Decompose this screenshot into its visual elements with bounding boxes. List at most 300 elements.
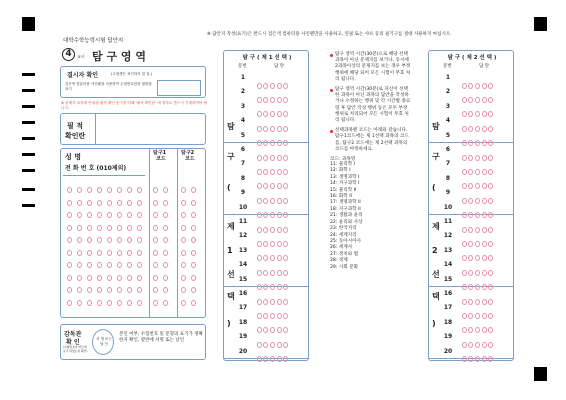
timing-mark [22,121,35,124]
phone-digit-bubble[interactable] [67,300,72,306]
section2-question-number: 17 [443,304,453,312]
phone-digit-bubble[interactable] [87,250,92,256]
section1-question-number: 15 [238,275,248,283]
supervisor-box [60,324,206,360]
supervisor-label-1: 감독관 [64,331,82,338]
section1-answer-row [224,244,308,258]
handwriting-label-1: 필 적 [67,122,83,130]
tamgu1-code-bubble[interactable] [153,262,158,268]
phone-digit-bubble[interactable] [117,200,122,206]
code-item: 24: 세계지리 [330,232,357,238]
section2-side-char: 탐 [432,122,440,131]
section1-question-number: 16 [238,290,248,297]
section1-answer-row [224,258,308,272]
supervisor-sign-cell[interactable] [92,329,114,355]
phone-digit-bubble[interactable] [97,200,102,206]
tamgu2-code-bubble[interactable] [181,187,186,193]
phone-digit-bubble[interactable] [77,275,82,281]
tamgu1-code-bubble[interactable] [163,262,168,268]
section2-question-number: 5 [445,131,451,139]
tamgu2-code-bubble[interactable] [181,287,186,293]
section2-question-number: 16 [443,290,453,297]
phone-digit-bubble[interactable] [137,287,142,293]
tamgu1-code-bubble[interactable] [163,300,168,306]
section2-answer-row [429,172,513,186]
phone-digit-bubble[interactable] [77,187,82,193]
timing-mark [22,204,35,207]
section1-title: 탐 구 ( 제 1 선 택 ) [242,55,292,61]
tamgu1-code-bubble[interactable] [153,250,158,256]
tamgu1-code-label-2: 코드 [156,156,166,162]
section2-answer-row [429,114,513,128]
phone-digit-bubble[interactable] [117,187,122,193]
section2-answer-row [429,229,513,243]
section1-answer-row [224,345,308,359]
phone-digit-bubble[interactable] [87,187,92,193]
code-item: 17: 생명과학 II [330,200,361,206]
tamgu1-code-label-1: 탐구1 [153,150,167,156]
section1-answer-row [224,85,308,99]
supervisor-label-2: 확 인 [66,339,80,346]
section1-question-number: 8 [240,174,246,182]
phone-digit-bubble[interactable] [67,275,72,281]
tamgu1-code-bubble[interactable] [163,275,168,281]
phone-digit-bubble[interactable] [67,237,72,243]
instruction-bullet [330,130,333,133]
instruction-item: 탐구 영역 시간(30분)로 자신이 선택한 과목이 아닌 과목의 답안을 작성하거나 수정하는 행위 및 각 시간별 종료령 후 답안 작성 행위 등은 모두 부정 행위로 처리되어 모든 시험이 무효 처리 됩니다. [330,87,412,124]
phone-digit-bubble[interactable] [67,212,72,218]
tamgu1-code-bubble[interactable] [153,200,158,206]
supervisor-bottom-text: 본인 여부, 수험번호 및 문형의 표기가 정확한지 확인, 옆란에 서명 또는 날인 [119,332,203,343]
section1-question-number: 10 [238,203,248,211]
name-label: 성 명 [65,153,81,161]
section2-answer-row [429,244,513,258]
section2-answer-bubble[interactable] [475,356,480,362]
section2-question-number: 13 [443,246,453,254]
section2-question-number: 14 [443,261,453,269]
section2-answer-row [429,186,513,200]
section2-answer-row [429,287,513,301]
corner-mark-top-right [534,17,547,31]
phone-digit-bubble[interactable] [87,225,92,231]
section1-col-num: 문번 [238,64,247,69]
section1-question-number: 12 [238,232,248,240]
instruction-bullet [330,54,333,57]
phone-digit-bubble[interactable] [87,262,92,268]
section2-question-number: 7 [445,160,451,168]
phone-digit-bubble[interactable] [107,275,112,281]
section1-side-char: 택 [227,292,235,301]
section2-side-char: ) [432,319,436,328]
section1-side-char: 제 [227,222,235,231]
tamgu2-code-bubble[interactable] [191,250,196,256]
section2-answer-row [429,71,513,85]
code-item: 25: 동아시아사 [330,238,362,244]
tamgu2-code-bubble[interactable] [191,212,196,218]
section1-question-number: 2 [240,88,246,96]
section1-answer-row [224,186,308,200]
phone-label: 전 화 번 호 (010제외) [65,165,127,172]
phone-digit-bubble[interactable] [107,225,112,231]
tamgu2-code-bubble[interactable] [181,275,186,281]
section2-question-number: 19 [443,333,453,341]
section1-col-ans: 답 란 [274,64,285,69]
instruction-item: 선택과목별 코드는 아래와 같습니다. 탐구1코드에는 제 1선택 과목의 코드를, 탐구2 코드에는 제 2선택 과목의 코드를 마킹하세요. [330,128,412,153]
phone-digit-bubble[interactable] [127,262,132,268]
section2-answer-bubble[interactable] [482,356,487,362]
section1-side-char: ) [227,319,231,328]
section2-question-number: 15 [443,275,453,283]
section1-question-number: 11 [238,218,248,225]
section1-question-number: 9 [240,189,246,197]
tamgu1-code-bubble[interactable] [163,287,168,293]
section2-question-number: 6 [445,146,451,153]
timing-mark [22,153,35,156]
tamgu1-code-bubble[interactable] [153,287,158,293]
tamgu2-code-bubble[interactable] [191,275,196,281]
section1-side-char: ( [227,183,231,192]
section1-answer-row [224,71,308,85]
phone-digit-bubble[interactable] [107,300,112,306]
tamgu2-code-label-1: 탐구2 [181,150,195,156]
phone-digit-bubble[interactable] [107,212,112,218]
section2-side-char: 선 [432,270,440,279]
code-item: 29: 사회 문화 [330,264,359,270]
student-info-box [60,148,206,318]
timing-mark [22,169,35,172]
phone-digit-bubble[interactable] [137,212,142,218]
phone-digit-bubble[interactable] [117,225,122,231]
tamgu1-code-bubble[interactable] [153,237,158,243]
section2-question-number: 20 [443,347,453,355]
code-item: 14: 지구과학 I [330,181,360,187]
phone-digit-bubble[interactable] [127,250,132,256]
section1-question-number: 7 [240,160,246,168]
phone-digit-bubble[interactable] [137,200,142,206]
phone-digit-bubble[interactable] [117,262,122,268]
tamgu1-code-bubble[interactable] [163,200,168,206]
section2-title: 탐 구 ( 제 2 선 택 ) [447,55,497,61]
section2-answer-bubble[interactable] [462,356,467,362]
section2-side-char: 제 [432,222,440,231]
phone-digit-bubble[interactable] [97,187,102,193]
section1-bubble-group [256,349,289,368]
phone-digit-bubble[interactable] [117,275,122,281]
section1-question-number: 18 [238,318,248,326]
section1-question-number: 1 [240,74,246,81]
section1-side-char: 1 [227,246,233,255]
section2-side-char: 구 [432,152,440,161]
section1-answer-row [224,287,308,301]
section1-answer-bubble[interactable] [283,356,288,362]
section2-question-number: 18 [443,318,453,326]
phone-digit-bubble[interactable] [67,187,72,193]
code-item: 18: 지구과학 II [330,206,361,212]
tamgu2-code-bubble[interactable] [191,225,196,231]
section2-question-number: 12 [443,232,453,240]
section2-side-char: 2 [432,246,438,255]
phone-digit-bubble[interactable] [127,275,132,281]
phone-digit-bubble[interactable] [107,237,112,243]
tamgu1-code-bubble[interactable] [153,187,158,193]
section2-answer-row [429,316,513,330]
tamgu1-code-bubble[interactable] [163,225,168,231]
phone-digit-bubble[interactable] [127,287,132,293]
code-item: 22: 윤리와 사상 [330,219,363,225]
phone-digit-bubble[interactable] [67,250,72,256]
section2-box [428,50,514,361]
section2-answer-row [429,215,513,229]
section1-question-number: 17 [238,304,248,312]
timing-mark [22,73,35,76]
phone-digit-bubble[interactable] [87,212,92,218]
section2-answer-row [429,345,513,359]
tamgu1-code-bubble[interactable] [163,250,168,256]
section1-answer-row [224,172,308,186]
period-number: 4 [65,49,72,59]
sign-label: 서 명 또는 날 인 [96,337,112,346]
phone-digit-bubble[interactable] [67,200,72,206]
phone-digit-bubble[interactable] [77,262,82,268]
section1-question-number: 4 [240,117,246,125]
phone-digit-bubble[interactable] [107,200,112,206]
tamgu2-code-bubble[interactable] [181,225,186,231]
section2-answer-row [429,258,513,272]
section1-side-char: 선 [227,270,235,279]
tamgu1-code-bubble[interactable] [153,212,158,218]
section2-question-number: 9 [445,189,451,197]
phone-digit-bubble[interactable] [87,237,92,243]
code-item: 12: 화학 I [330,168,351,174]
tamgu2-code-bubble[interactable] [191,262,196,268]
phone-digit-bubble[interactable] [97,300,102,306]
section2-question-number: 8 [445,174,451,182]
tamgu2-code-bubble[interactable] [181,250,186,256]
phone-digit-bubble[interactable] [87,300,92,306]
section1-box [223,50,309,361]
tamgu2-code-bubble[interactable] [191,237,196,243]
tamgu1-code-bubble[interactable] [163,212,168,218]
tamgu2-code-bubble[interactable] [181,262,186,268]
phone-digit-bubble[interactable] [127,200,132,206]
absentee-confirm-title: 결시자 확인 [67,72,99,79]
phone-digit-bubble[interactable] [67,262,72,268]
section2-answer-row [429,330,513,344]
phone-digit-bubble[interactable] [67,287,72,293]
period-badge [62,48,75,61]
header-notice: ※ 답안지 작성(표기)은 반드시 검은색 컴퓨터용 사인펜만을 사용하고, 연필 또는 샤프 등의 필기구를 절대 사용하지 마십시오. [207,32,452,37]
phone-digit-bubble[interactable] [117,237,122,243]
period-suffix: 교시 [77,54,85,59]
tamgu2-code-bubble[interactable] [191,287,196,293]
phone-digit-bubble[interactable] [117,212,122,218]
absentee-mark-cell[interactable] [157,80,201,96]
handwriting-label-2: 확인란 [65,132,86,140]
phone-digit-bubble[interactable] [137,262,142,268]
section2-col-ans: 답 란 [479,64,490,69]
code-item: 13: 생명과학 I [330,174,360,180]
section2-question-number: 3 [445,102,451,110]
section2-side-char: ( [432,183,436,192]
section2-col-num: 문번 [443,64,452,69]
section1-answer-bubble[interactable] [257,356,262,362]
phone-digit-bubble[interactable] [97,275,102,281]
instructions-list [330,52,412,153]
phone-digit-bubble[interactable] [107,287,112,293]
phone-digit-bubble[interactable] [87,275,92,281]
section2-answer-row [429,157,513,171]
code-item: 27: 정치와 법 [330,251,359,257]
phone-digit-bubble[interactable] [107,187,112,193]
section1-side-char: 탐 [227,122,235,131]
section1-question-number: 14 [238,261,248,269]
handwriting-notice: ※ 문제지 표지에 안내된 필적 확인 문구를 아래 '필적 확인란' 에 정자로 반드시 기재하여야 합니다. [61,101,207,110]
section2-answer-bubble[interactable] [468,356,473,362]
tamgu1-code-bubble[interactable] [163,237,168,243]
phone-digit-bubble[interactable] [117,300,122,306]
timing-mark [22,105,35,108]
area-title: 탐 구 영 역 [92,50,146,63]
phone-digit-bubble[interactable] [97,287,102,293]
section1-answer-row [224,114,308,128]
code-item: 26: 세계사 [330,245,353,251]
phone-digit-bubble[interactable] [127,187,132,193]
phone-digit-bubble[interactable] [77,287,82,293]
code-item: 15: 물리학 II [330,187,357,193]
timing-mark [22,89,35,92]
section1-answer-row [224,157,308,171]
tamgu2-code-bubble[interactable] [181,237,186,243]
section1-answer-row [224,229,308,243]
phone-digit-bubble[interactable] [77,250,82,256]
phone-digit-bubble[interactable] [87,200,92,206]
phone-digit-bubble[interactable] [77,212,82,218]
timing-mark [22,137,35,140]
instruction-item: 탐구 영역 시간(30분)으로 해당 선택과목이 아닌 문제지를 보거나, 동시에 2과목이상의 문제지를 보는 경우 부정행위에 해당 되어 모든 시험이 무효 처리 됩니다. [330,52,412,83]
tamgu1-code-bubble[interactable] [163,187,168,193]
section2-question-number: 10 [443,203,453,211]
section2-answer-row [429,201,513,215]
tamgu1-code-bubble[interactable] [153,300,158,306]
phone-digit-bubble[interactable] [127,300,132,306]
section1-answer-row [224,100,308,114]
section1-answer-row [224,330,308,344]
phone-digit-bubble[interactable] [117,250,122,256]
phone-digit-bubble[interactable] [117,287,122,293]
section2-question-number: 1 [445,74,451,81]
tamgu2-code-label-2: 코드 [185,156,195,162]
code-item: 21: 생활과 윤리 [330,213,363,219]
phone-digit-bubble[interactable] [77,225,82,231]
section1-question-number: 6 [240,146,246,153]
phone-digit-bubble[interactable] [97,250,102,256]
codes-title: 코드: 과목명 [330,157,356,163]
phone-digit-bubble[interactable] [97,212,102,218]
phone-digit-bubble[interactable] [127,225,132,231]
section2-question-number: 2 [445,88,451,96]
section2-question-number: 4 [445,117,451,125]
section2-answer-row [429,100,513,114]
section2-answer-bubble[interactable] [488,356,493,362]
tamgu1-code-bubble[interactable] [153,225,158,231]
codes-list [330,162,412,271]
section1-answer-row [224,273,308,287]
phone-digit-bubble[interactable] [127,212,132,218]
section2-answer-row [429,273,513,287]
section1-answer-row [224,143,308,157]
phone-digit-bubble[interactable] [77,300,82,306]
phone-digit-bubble[interactable] [97,237,102,243]
phone-digit-bubble[interactable] [77,237,82,243]
section1-answer-bubble[interactable] [277,356,282,362]
section1-answer-row [224,201,308,215]
section1-answer-row [224,129,308,143]
section1-answer-bubble[interactable] [263,356,268,362]
phone-digit-bubble[interactable] [137,300,142,306]
tamgu2-code-bubble[interactable] [191,200,196,206]
instruction-bullet [330,89,333,92]
phone-digit-bubble[interactable] [97,225,102,231]
absentee-confirm-box [60,66,206,98]
section2-answer-row [429,143,513,157]
phone-digit-bubble[interactable] [67,225,72,231]
section2-answer-row [429,85,513,99]
phone-digit-bubble[interactable] [127,237,132,243]
section1-question-number: 5 [240,131,246,139]
code-item: 23: 한국지리 [330,226,357,232]
code-item: 16: 화학 II [330,194,352,200]
corner-mark-bottom-right [534,367,547,381]
handwriting-field[interactable] [95,114,206,144]
phone-digit-bubble[interactable] [107,250,112,256]
absentee-confirm-note: (수험생은 표기하지 말 것.) [111,72,152,76]
absentee-confirm-desc: 검은색 컴퓨터용 사인펜을 사용하여 수험번호란과 옆란을 표기 [65,82,152,91]
corner-mark-top-left [22,17,35,31]
section1-answer-row [224,316,308,330]
tamgu1-code-bubble[interactable] [153,275,158,281]
phone-digit-bubble[interactable] [77,200,82,206]
phone-digit-bubble[interactable] [137,250,142,256]
timing-mark [22,188,35,191]
section1-answer-row [224,301,308,315]
section1-question-number: 20 [238,347,248,355]
phone-digit-bubble[interactable] [137,237,142,243]
section2-question-number: 11 [443,218,453,225]
section1-side-char: 구 [227,152,235,161]
phone-digit-bubble[interactable] [137,187,142,193]
tamgu2-code-bubble[interactable] [181,200,186,206]
tamgu2-code-bubble[interactable] [191,300,196,306]
code-item: 11: 물리학 I [330,162,355,168]
supervisor-note: (수험번호가 바르게 표기 되었는지 확인) [63,345,88,353]
exam-title: 대학수학능력시험 답안지 [63,38,124,44]
phone-digit-bubble[interactable] [137,225,142,231]
phone-digit-bubble[interactable] [107,262,112,268]
section1-answer-bubble[interactable] [270,356,275,362]
code-item: 28: 경제 [330,258,348,264]
phone-digit-bubble[interactable] [97,262,102,268]
section2-answer-row [429,129,513,143]
handwriting-box [60,113,206,145]
phone-grid[interactable] [63,175,145,315]
tamgu2-code-bubble[interactable] [181,300,186,306]
phone-digit-bubble[interactable] [87,287,92,293]
tamgu2-code-bubble[interactable] [181,212,186,218]
section2-side-char: 택 [432,292,440,301]
tamgu2-code-bubble[interactable] [191,187,196,193]
section2-bubble-group [461,349,494,368]
phone-digit-bubble[interactable] [137,275,142,281]
